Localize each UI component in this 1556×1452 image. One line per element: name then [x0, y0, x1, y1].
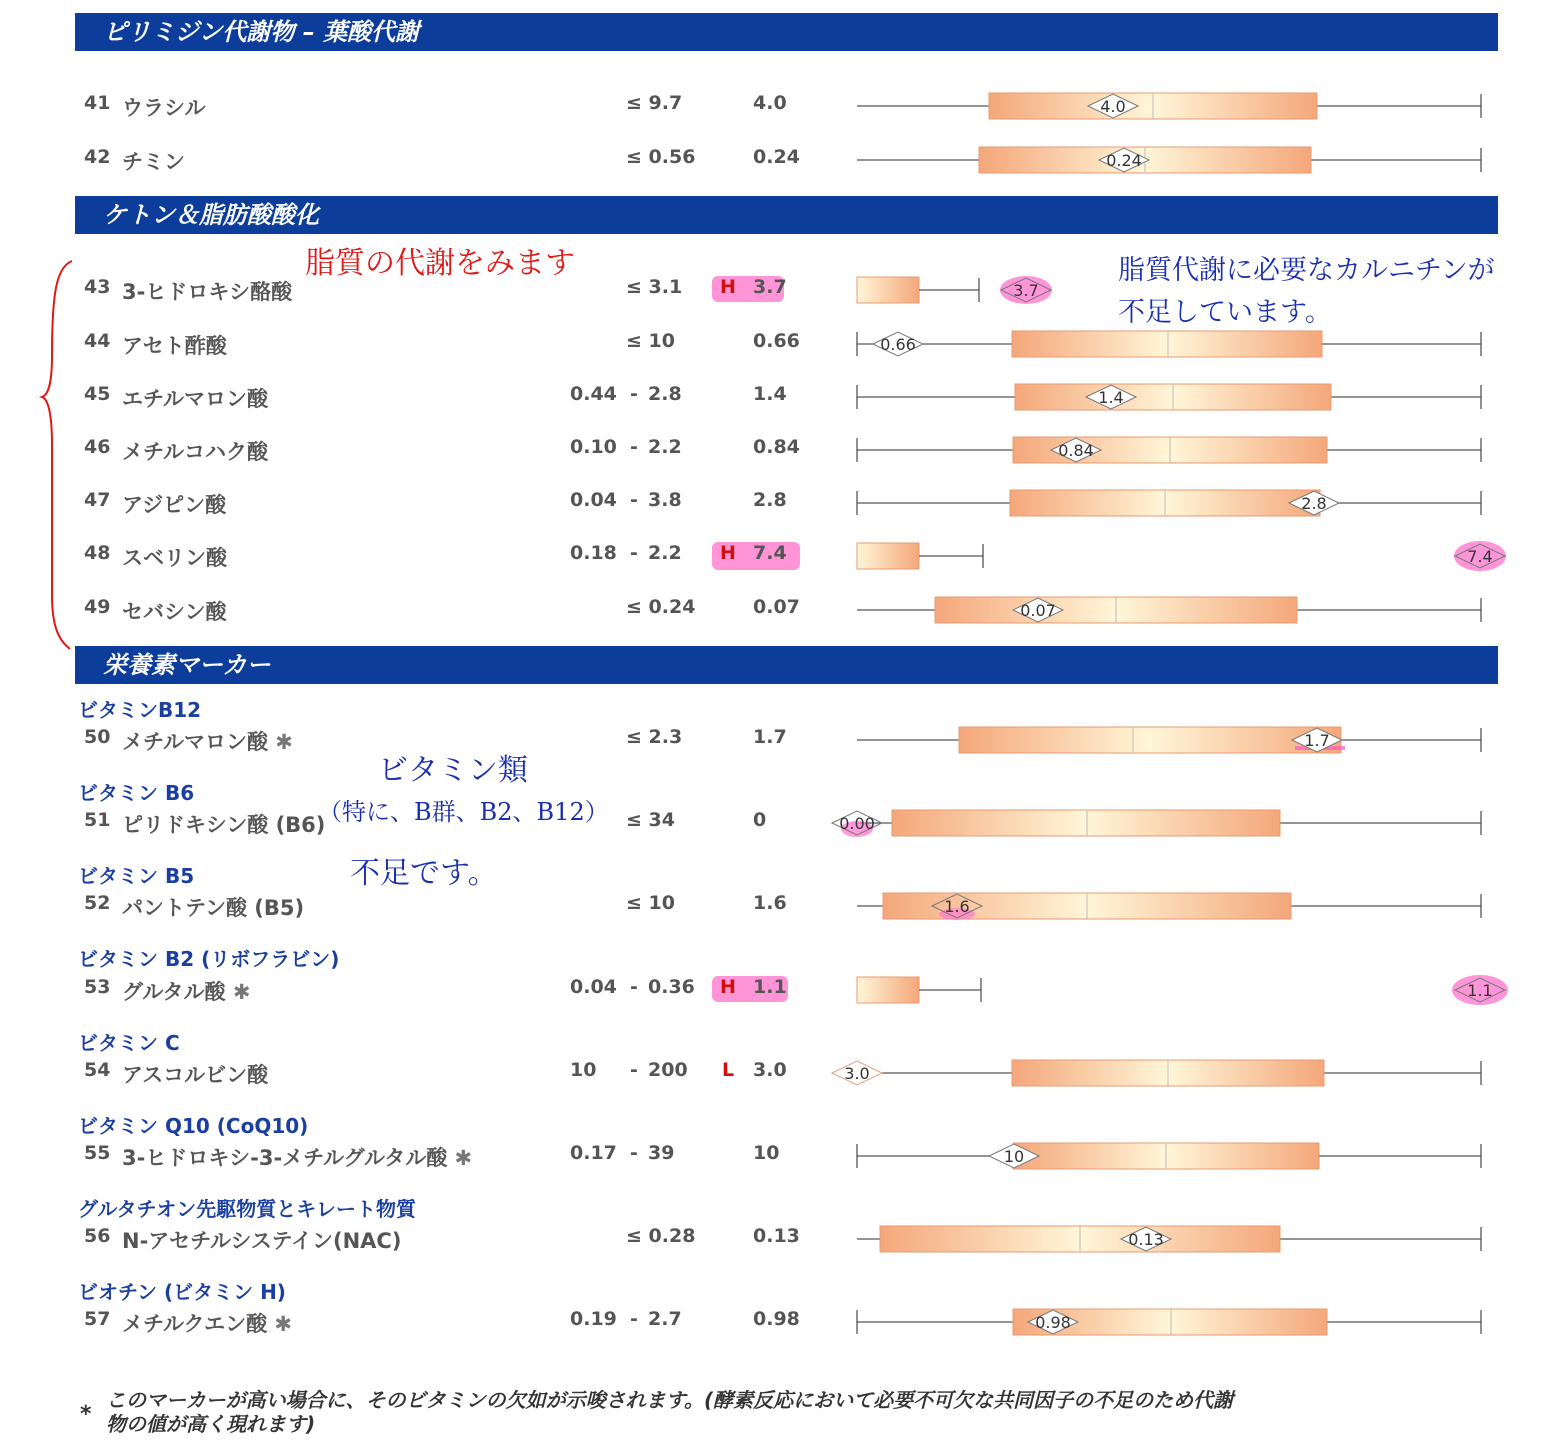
marker-name: メチルクエン酸 ✱: [122, 1312, 293, 1336]
range-graph: [855, 884, 1485, 928]
range-graph: [855, 718, 1485, 762]
subhead-vitamin-q10: ビタミン Q10 (CoQ10): [78, 1114, 309, 1138]
reference-low: 0.17: [570, 1142, 617, 1164]
red-brace: [38, 255, 78, 655]
reference-range: ≤ 0.28: [626, 1225, 696, 1247]
result-value: 3.7: [753, 276, 787, 298]
row-number: 53: [84, 976, 111, 998]
row-number: 49: [84, 596, 111, 618]
reference-high: 2.2: [648, 436, 682, 458]
result-marker-label: 4.0: [1100, 97, 1126, 116]
range-dash: -: [630, 436, 638, 458]
result-marker-label: 0.98: [1035, 1313, 1071, 1332]
result-marker-label: 0.24: [1106, 151, 1142, 170]
table-row: [0, 330, 1556, 370]
result-marker-label: 1.7: [1304, 731, 1330, 750]
row-number: 56: [84, 1225, 111, 1247]
range-graph: [855, 1134, 1485, 1178]
result-marker-label: 2.8: [1301, 494, 1327, 513]
marker-name: アジピン酸: [122, 493, 227, 517]
range-graph: [855, 1300, 1485, 1344]
subhead-vitamin-b6: ビタミン B6: [78, 781, 195, 805]
subhead-vitamin-b12: ビタミンB12: [78, 698, 202, 722]
section-ketone: ケトン＆脂肪酸酸化: [75, 196, 1498, 234]
result-marker-label: 3.0: [844, 1064, 870, 1083]
marker-name: セバシン酸: [122, 600, 227, 624]
result-value: 0.84: [753, 436, 800, 458]
subhead-vitamin-b5: ビタミン B5: [78, 864, 195, 888]
flag-high: H: [720, 276, 736, 298]
range-graph: [855, 534, 1515, 578]
reference-low: 0.19: [570, 1308, 617, 1330]
row-number: 42: [84, 146, 111, 168]
result-marker-label: 1.6: [944, 897, 970, 916]
range-dash: -: [630, 1142, 638, 1164]
reference-low: 0.04: [570, 976, 617, 998]
row-number: 44: [84, 330, 111, 352]
result-marker-label: 0.13: [1128, 1230, 1164, 1249]
range-graph: [855, 428, 1485, 472]
table-row: [0, 146, 1556, 186]
table-row: [0, 383, 1556, 423]
reference-range: ≤ 0.24: [626, 596, 696, 618]
handwritten-note-vitamins-2: （特に、B群、B2、B12）: [318, 798, 609, 826]
result-marker-label: 0.00: [839, 814, 875, 833]
section-nutrient: 栄養素マーカー: [75, 646, 1498, 684]
table-row: [0, 726, 1556, 766]
result-value: 0.98: [753, 1308, 800, 1330]
row-number: 54: [84, 1059, 111, 1081]
range-graph: [855, 375, 1485, 419]
reference-low: 0.18: [570, 542, 617, 564]
table-row: [0, 489, 1556, 529]
marker-name: 3-ヒドロキシ-3-メチルグルタル酸 ✱: [122, 1146, 473, 1170]
table-row: [0, 596, 1556, 636]
range-graph: [855, 138, 1485, 182]
reference-high: 3.8: [648, 489, 682, 511]
reference-range: ≤ 3.1: [626, 276, 683, 298]
flag-high: H: [720, 542, 736, 564]
row-number: 47: [84, 489, 111, 511]
table-row: [0, 542, 1556, 582]
handwritten-note-carnitine: 脂質代謝に必要なカルニチンが: [1118, 255, 1495, 286]
result-value: 1.6: [753, 892, 787, 914]
range-dash: -: [630, 383, 638, 405]
row-number: 57: [84, 1308, 111, 1330]
row-number: 43: [84, 276, 111, 298]
row-number: 45: [84, 383, 111, 405]
table-row: [0, 809, 1556, 849]
range-dash: -: [630, 489, 638, 511]
range-dash: -: [630, 1059, 638, 1081]
table-row: [0, 1059, 1556, 1099]
row-number: 50: [84, 726, 111, 748]
table-row: [0, 892, 1556, 932]
row-number: 52: [84, 892, 111, 914]
result-marker-label: 3.7: [1013, 281, 1039, 300]
reference-range: ≤ 34: [626, 809, 675, 831]
reference-high: 2.2: [648, 542, 682, 564]
reference-range: ≤ 10: [626, 892, 675, 914]
result-value: 3.0: [753, 1059, 787, 1081]
result-marker-label: 7.4: [1467, 547, 1493, 566]
range-graph: [830, 801, 1490, 845]
table-row: [0, 1142, 1556, 1182]
result-marker-label: 10: [1003, 1147, 1025, 1166]
asterisk-icon: ✱: [275, 730, 293, 754]
result-value: 0.24: [753, 146, 800, 168]
subhead-glutathione: グルタチオン先駆物質とキレート物質: [78, 1197, 416, 1221]
table-row: [0, 1308, 1556, 1348]
result-value: 10: [753, 1142, 780, 1164]
result-marker-label: 0.07: [1020, 601, 1056, 620]
range-dash: -: [630, 1308, 638, 1330]
result-value: 1.7: [753, 726, 787, 748]
marker-name: アセト酢酸: [122, 334, 227, 358]
range-dash: -: [630, 976, 638, 998]
handwritten-note-vitamins: ビタミン類: [378, 753, 528, 788]
reference-low: 0.10: [570, 436, 617, 458]
reference-high: 2.8: [648, 383, 682, 405]
flag-high: H: [720, 976, 736, 998]
reference-high: 39: [648, 1142, 675, 1164]
table-row: [0, 976, 1556, 1016]
marker-name: N-アセチルシステイン(NAC): [122, 1229, 402, 1253]
range-graph: [855, 968, 1515, 1012]
reference-range: ≤ 2.3: [626, 726, 683, 748]
reference-high: 0.36: [648, 976, 695, 998]
marker-name: メチルコハク酸: [122, 440, 268, 464]
table-row: [0, 92, 1556, 132]
marker-name: 3-ヒドロキシ酪酸: [122, 280, 293, 304]
row-number: 46: [84, 436, 111, 458]
row-number: 48: [84, 542, 111, 564]
result-value: 4.0: [753, 92, 787, 114]
reference-high: 2.7: [648, 1308, 682, 1330]
result-value: 1.1: [753, 976, 787, 998]
reference-range: ≤ 10: [626, 330, 675, 352]
result-marker-label: 0.66: [880, 335, 916, 354]
result-value: 7.4: [753, 542, 787, 564]
range-dash: -: [630, 542, 638, 564]
marker-name: スベリン酸: [122, 546, 227, 570]
marker-name: チミン: [122, 150, 185, 174]
row-number: 55: [84, 1142, 111, 1164]
asterisk-icon: ✱: [454, 1146, 473, 1170]
marker-name: メチルマロン酸 ✱: [122, 730, 293, 754]
row-number: 51: [84, 809, 111, 831]
handwritten-note-red: 脂質の代謝をみます: [305, 246, 575, 281]
result-value: 0.13: [753, 1225, 800, 1247]
marker-name: ウラシル: [122, 96, 206, 120]
result-value: 0.07: [753, 596, 800, 618]
handwritten-note-carnitine-2: 不足しています。: [1118, 297, 1332, 328]
range-graph: [855, 588, 1485, 632]
footnote: [106, 1388, 1233, 1436]
footnote-line-2: 物の値が高く現れます): [106, 1412, 316, 1436]
reference-high: 200: [648, 1059, 688, 1081]
table-row: [0, 436, 1556, 476]
result-marker-label: 1.4: [1098, 388, 1124, 407]
handwritten-note-vitamins-3: 不足です。: [350, 856, 498, 891]
marker-name: エチルマロン酸: [122, 387, 268, 411]
subhead-biotin: ビオチン (ビタミン H): [78, 1280, 286, 1304]
range-graph: [855, 84, 1485, 128]
footnote-star-icon: *: [80, 1402, 92, 1427]
range-graph: [830, 1051, 1490, 1095]
marker-name: グルタル酸 ✱: [122, 980, 251, 1004]
reference-range: ≤ 0.56: [626, 146, 696, 168]
result-value: 1.4: [753, 383, 787, 405]
marker-name: ピリドキシン酸 (B6): [122, 813, 326, 837]
range-graph: [855, 1217, 1485, 1261]
marker-name: パントテン酸 (B5): [122, 896, 305, 920]
row-number: 41: [84, 92, 111, 114]
result-marker-label: 0.84: [1058, 441, 1094, 460]
subhead-vitamin-c: ビタミン C: [78, 1031, 180, 1055]
asterisk-icon: ✱: [232, 980, 251, 1004]
table-row: [0, 1225, 1556, 1265]
result-marker-label: 1.1: [1467, 981, 1493, 1000]
range-graph: [855, 481, 1485, 525]
result-value: 0.66: [753, 330, 800, 352]
result-value: 2.8: [753, 489, 787, 511]
subhead-vitamin-b2: ビタミン B2 (リボフラビン): [78, 947, 340, 971]
reference-low: 0.04: [570, 489, 617, 511]
footnote-line-1: このマーカーが高い場合に、そのビタミンの欠如が示唆されます。(酵素反応において必要不可欠な共同因子の不足のため代謝: [106, 1388, 1234, 1412]
asterisk-icon: ✱: [274, 1312, 293, 1336]
marker-name: アスコルビン酸: [122, 1063, 269, 1087]
reference-range: ≤ 9.7: [626, 92, 683, 114]
flag-low: L: [722, 1059, 735, 1081]
section-pyrimidine: ピリミジン代謝物 – 葉酸代謝: [75, 13, 1498, 51]
reference-low: 10: [570, 1059, 597, 1081]
reference-low: 0.44: [570, 383, 617, 405]
result-value: 0: [753, 809, 767, 831]
